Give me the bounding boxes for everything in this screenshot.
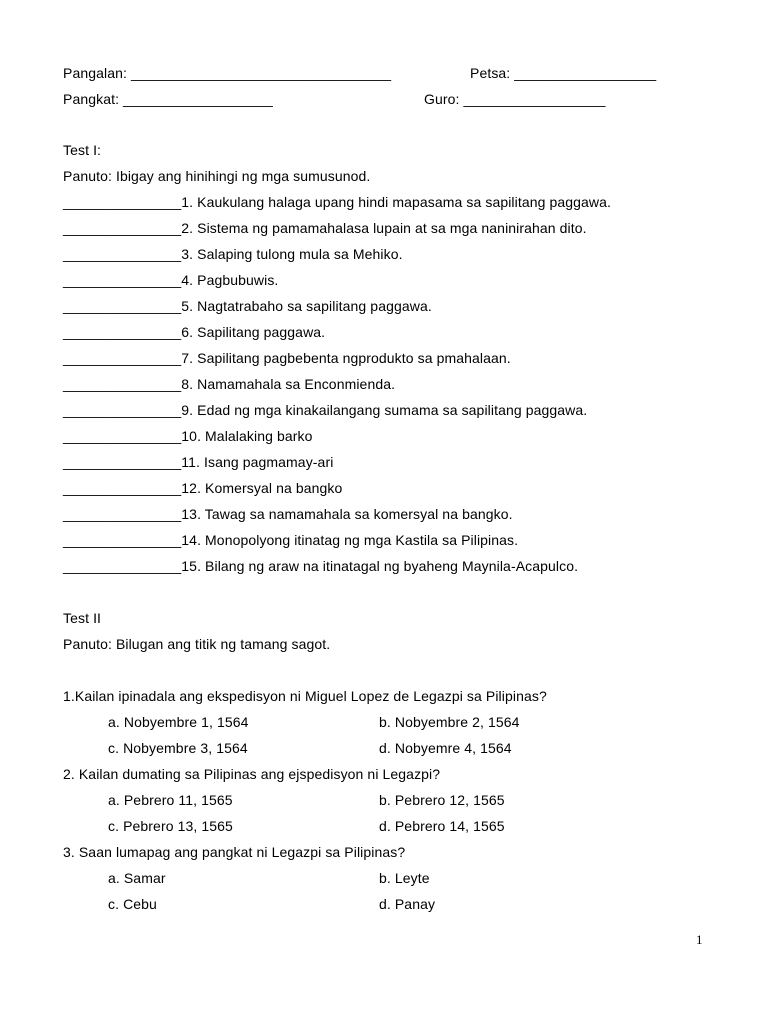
choice-b: b. Leyte <box>379 870 430 886</box>
question-1: 1.Kailan ipinadala ang ekspedisyon ni Miguel Lopez de Legazpi sa Pilipinas? <box>63 688 547 704</box>
test2-title: Test II <box>63 610 102 626</box>
test1-item: _______________3. Salaping tulong mula sa Mehiko. <box>63 246 403 262</box>
test1-instruction: Panuto: Ibigay ang hinihingi ng mga sumusunod. <box>63 168 371 184</box>
teacher-field: Guro: __________________ <box>424 91 606 107</box>
choice-b: b. Nobyembre 2, 1564 <box>379 714 520 730</box>
choice-c: c. Nobyembre 3, 1564 <box>108 740 248 756</box>
choice-d: d. Pebrero 14, 1565 <box>379 818 505 834</box>
choice-c: c. Pebrero 13, 1565 <box>108 818 233 834</box>
test1-item: _______________14. Monopolyong itinatag ng mga Kastila sa Pilipinas. <box>63 532 519 548</box>
choice-a: a. Samar <box>108 870 166 886</box>
test1-item: _______________10. Malalaking barko <box>63 428 313 444</box>
test1-item: _______________13. Tawag sa namamahala sa komersyal na bangko. <box>63 506 513 522</box>
choice-a: a. Pebrero 11, 1565 <box>108 792 233 808</box>
group-field: Pangkat: ___________________ <box>63 91 273 107</box>
test1-item: _______________1. Kaukulang halaga upang hindi mapasama sa sapilitang paggawa. <box>63 194 612 210</box>
test1-item: _______________9. Edad ng mga kinakailangang sumama sa sapilitang paggawa. <box>63 402 588 418</box>
choice-a: a. Nobyembre 1, 1564 <box>108 714 249 730</box>
test1-item: _______________11. Isang pagmamay-ari <box>63 454 334 470</box>
name-field: Pangalan: _________________________________ <box>63 65 392 81</box>
test1-item: _______________15. Bilang ng araw na itinatagal ng byaheng Maynila-Acapulco. <box>63 558 579 574</box>
choice-c: c. Cebu <box>108 896 157 912</box>
test1-item: _______________2. Sistema ng pamamahalasa lupain at sa mga naninirahan dito. <box>63 220 587 236</box>
test1-item: _______________4. Pagbubuwis. <box>63 272 279 288</box>
page-number: 1 <box>696 932 703 947</box>
choice-d: d. Nobyemre 4, 1564 <box>379 740 512 756</box>
date-field: Petsa: __________________ <box>470 65 657 81</box>
test1-item: _______________7. Sapilitang pagbebenta ngprodukto sa pmahalaan. <box>63 350 511 366</box>
test1-item: _______________8. Namamahala sa Enconmienda. <box>63 376 396 392</box>
choice-d: d. Panay <box>379 896 436 912</box>
test1-title: Test I: <box>63 142 102 158</box>
test1-item: _______________5. Nagtatrabaho sa sapilitang paggawa. <box>63 298 432 314</box>
choice-b: b. Pebrero 12, 1565 <box>379 792 505 808</box>
question-2: 2. Kailan dumating sa Pilipinas ang ejspedisyon ni Legazpi? <box>63 766 441 782</box>
test1-item: _______________12. Komersyal na bangko <box>63 480 343 496</box>
test1-item: _______________6. Sapilitang paggawa. <box>63 324 326 340</box>
question-3: 3. Saan lumapag ang pangkat ni Legazpi sa Pilipinas? <box>63 844 406 860</box>
test2-instruction: Panuto: Bilugan ang titik ng tamang sagot. <box>63 636 331 652</box>
